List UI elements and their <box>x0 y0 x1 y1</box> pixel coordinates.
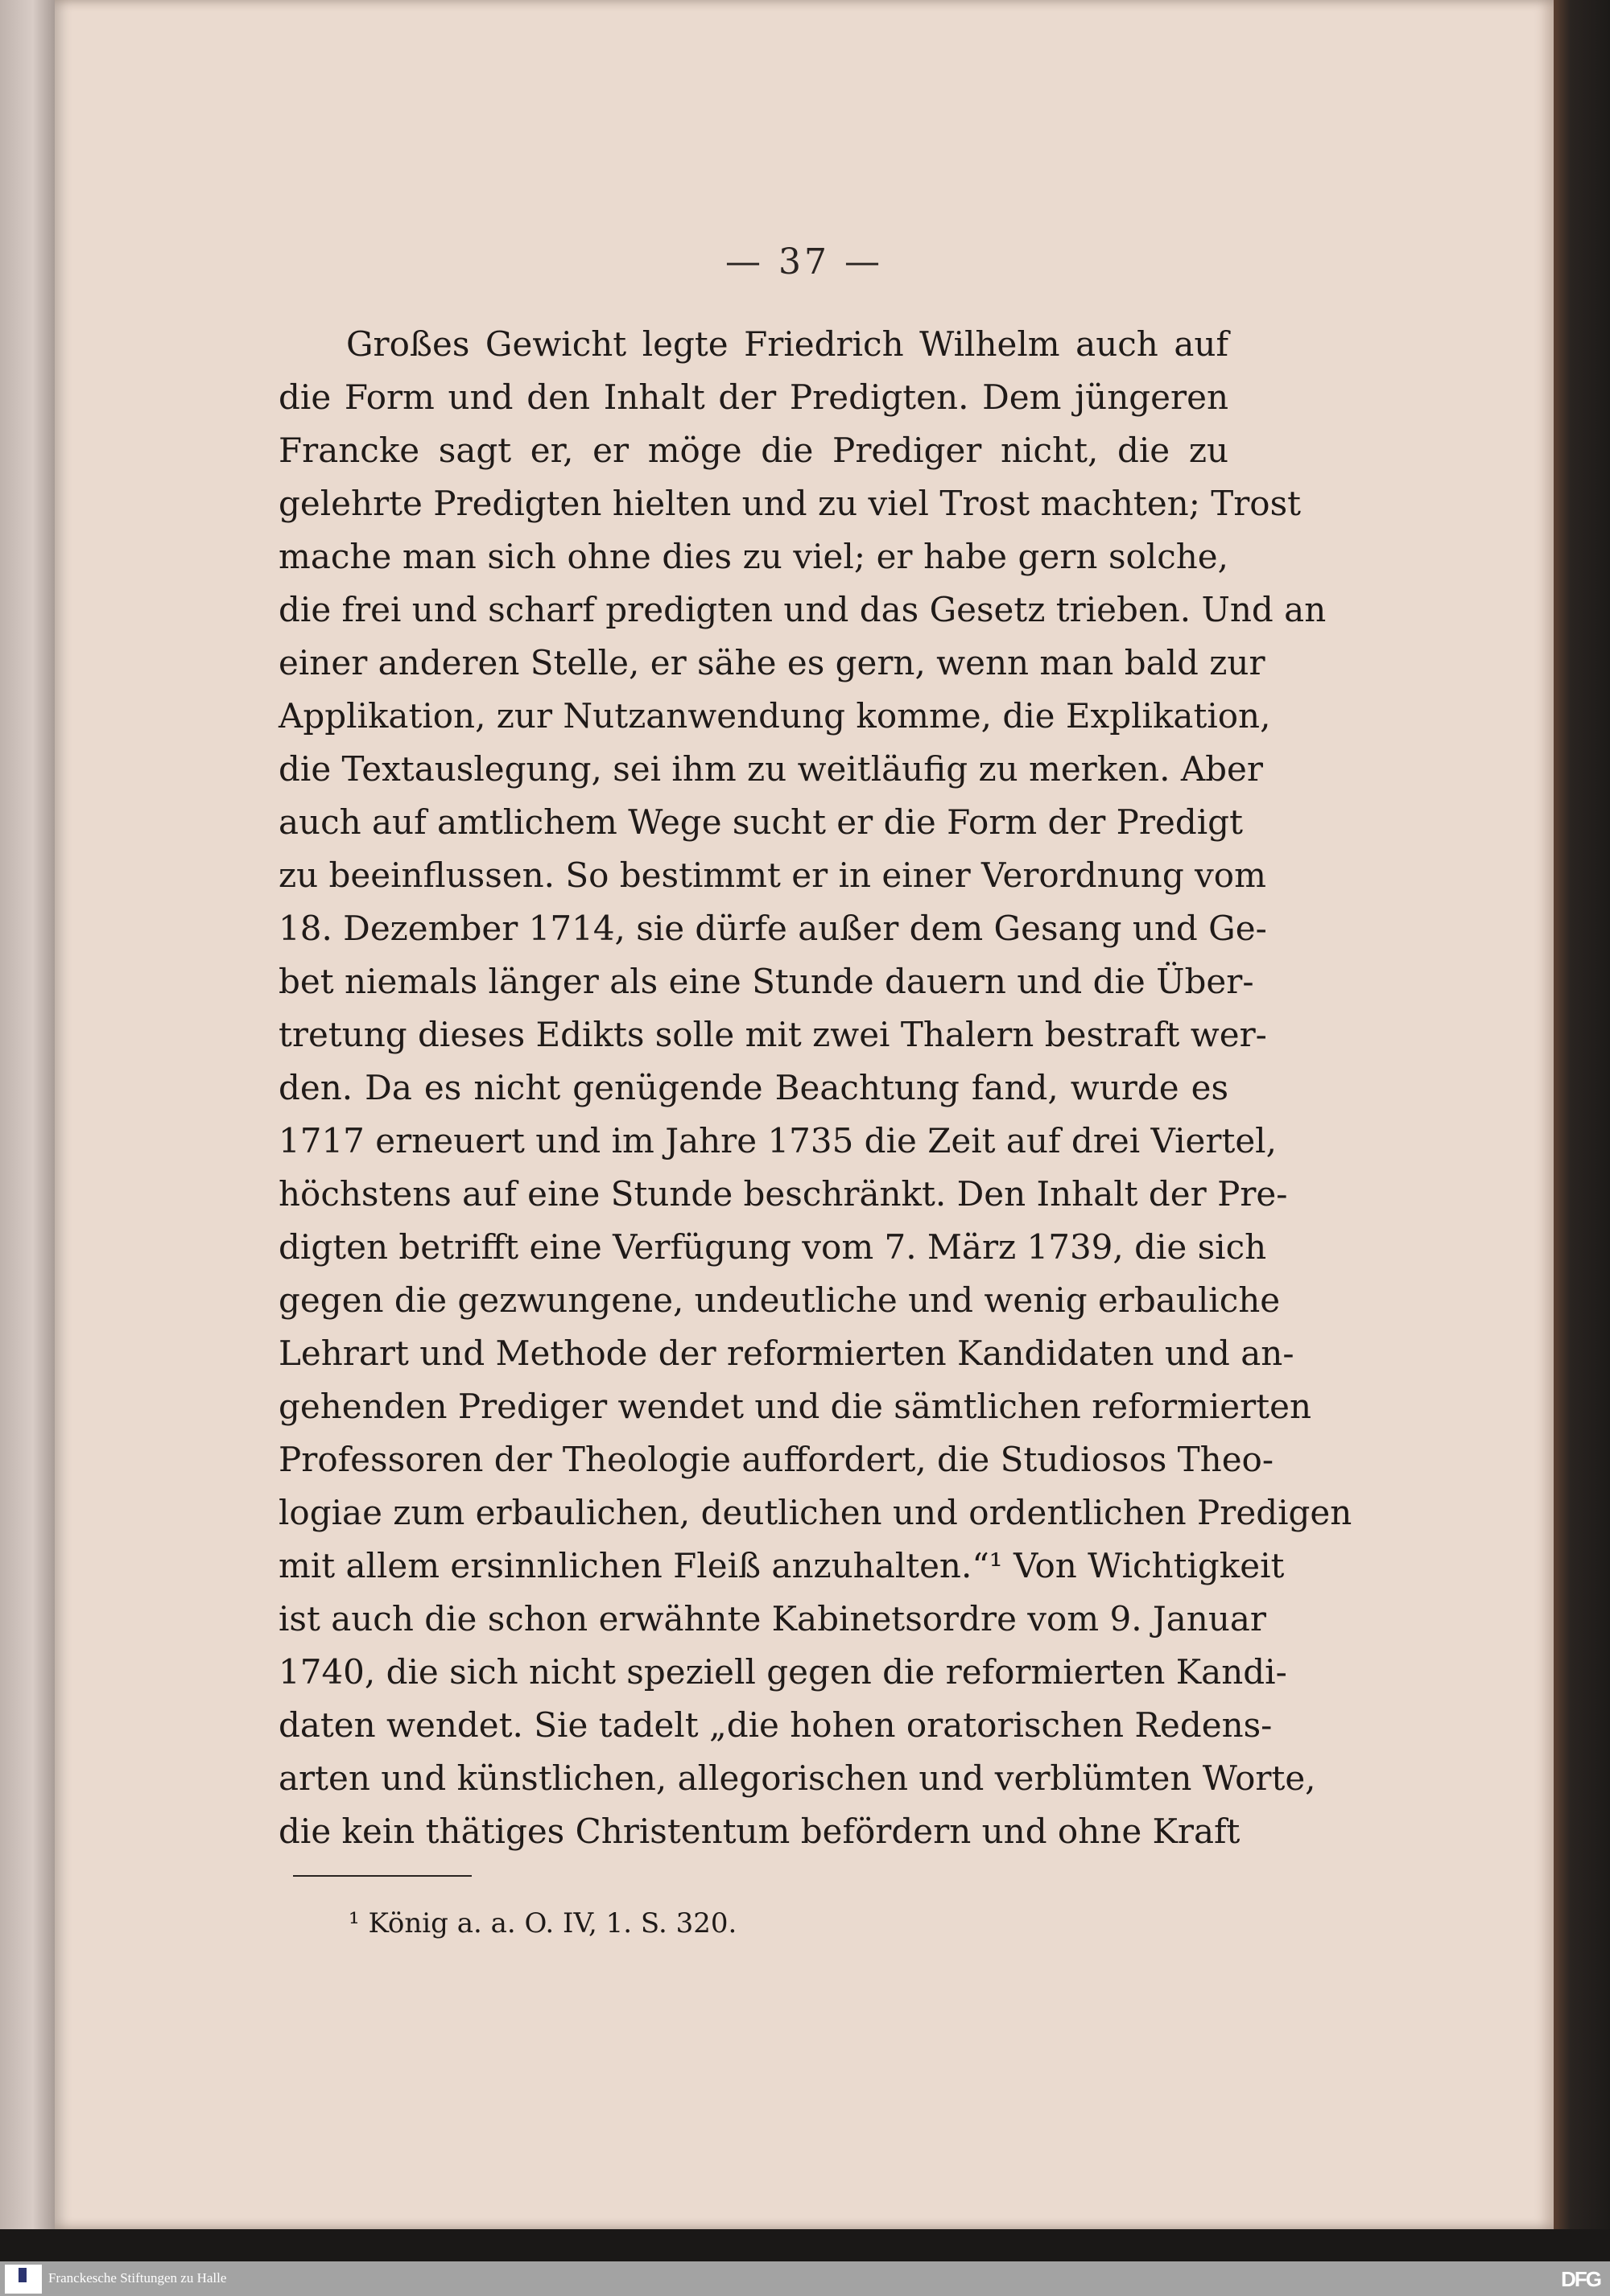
text-line: Großes Gewicht legte Friedrich Wilhelm auch auf <box>346 324 1228 364</box>
institution-logo-icon <box>5 2265 42 2294</box>
text-line: mit allem ersinnlichen Fleiß anzuhalten.“¹ Von Wichtigkeit <box>279 1546 1285 1585</box>
text-line: Lehrart und Methode der reformierten Kandidaten und an- <box>279 1333 1294 1373</box>
text-line: daten wendet. Sie tadelt „die hohen oratorischen Redens- <box>279 1705 1273 1745</box>
text-line: Francke sagt er, er möge die Prediger nicht, die zu <box>279 431 1228 470</box>
footnote-rule <box>293 1875 472 1877</box>
text-line: auch auf amtlichem Wege sucht er die Form der Predigt <box>279 802 1243 842</box>
footnote: ¹ König a. a. O. IV, 1. S. 320. <box>349 1907 737 1939</box>
text-line: die Form und den Inhalt der Predigten. Dem jüngeren <box>279 377 1228 417</box>
viewer-footer-bar <box>0 2261 1610 2296</box>
text-line: gegen die gezwungene, undeutliche und wenig erbauliche <box>279 1280 1281 1320</box>
book-page <box>55 0 1554 2229</box>
text-line: logiae zum erbaulichen, deutlichen und ordentlichen Predigen <box>279 1493 1352 1532</box>
book-cover-right <box>1554 0 1610 2261</box>
text-line: arten und künstlichen, allegorischen und verblümten Worte, <box>279 1758 1316 1798</box>
text-line: mache man sich ohne dies zu viel; er habe gern solche, <box>279 537 1228 576</box>
text-line: Professoren der Theologie auffordert, die Studiosos Theo- <box>279 1440 1274 1479</box>
text-line: gelehrte Predigten hielten und zu viel Trost machten; Trost <box>279 484 1302 523</box>
text-line: 18. Dezember 1714, sie dürfe außer dem Gesang und Ge- <box>279 909 1267 948</box>
text-line: höchstens auf eine Stunde beschränkt. Den Inhalt der Pre- <box>279 1174 1288 1214</box>
text-line: 1740, die sich nicht speziell gegen die reformierten Kandi- <box>279 1652 1287 1692</box>
text-line: einer anderen Stelle, er sähe es gern, wenn man bald zur <box>279 643 1265 682</box>
text-line: Applikation, zur Nutzanwendung komme, die Explikation, <box>279 696 1271 736</box>
body-text <box>279 318 1352 1858</box>
book-left-edge <box>0 0 55 2229</box>
text-line: die kein thätiges Christentum befördern und ohne Kraft <box>279 1812 1241 1851</box>
page-number: — 37 — <box>725 241 883 282</box>
text-line: den. Da es nicht genügende Beachtung fand, wurde es <box>279 1068 1228 1107</box>
dfg-logo: DFG <box>1561 2267 1600 2291</box>
text-line: ist auch die schon erwähnte Kabinetsordre vom 9. Januar <box>279 1599 1266 1639</box>
institution-name: Franckesche Stiftungen zu Halle <box>48 2270 227 2286</box>
text-line: 1717 erneuert und im Jahre 1735 die Zeit auf drei Viertel, <box>279 1121 1277 1160</box>
text-line: digten betrifft eine Verfügung vom 7. März 1739, die sich <box>279 1227 1267 1267</box>
book-cover-bottom <box>0 2229 1610 2261</box>
text-line: gehenden Prediger wendet und die sämtlichen reformierten <box>279 1387 1312 1426</box>
text-line: die Textauslegung, sei ihm zu weitläufig zu merken. Aber <box>279 749 1263 789</box>
text-line: bet niemals länger als eine Stunde dauern und die Über- <box>279 962 1254 1001</box>
text-line: zu beeinflussen. So bestimmt er in einer Verordnung vom <box>279 855 1266 895</box>
text-line: tretung dieses Edikts solle mit zwei Thalern bestraft wer- <box>279 1015 1267 1054</box>
text-line: die frei und scharf predigten und das Gesetz trieben. Und an <box>279 590 1327 629</box>
